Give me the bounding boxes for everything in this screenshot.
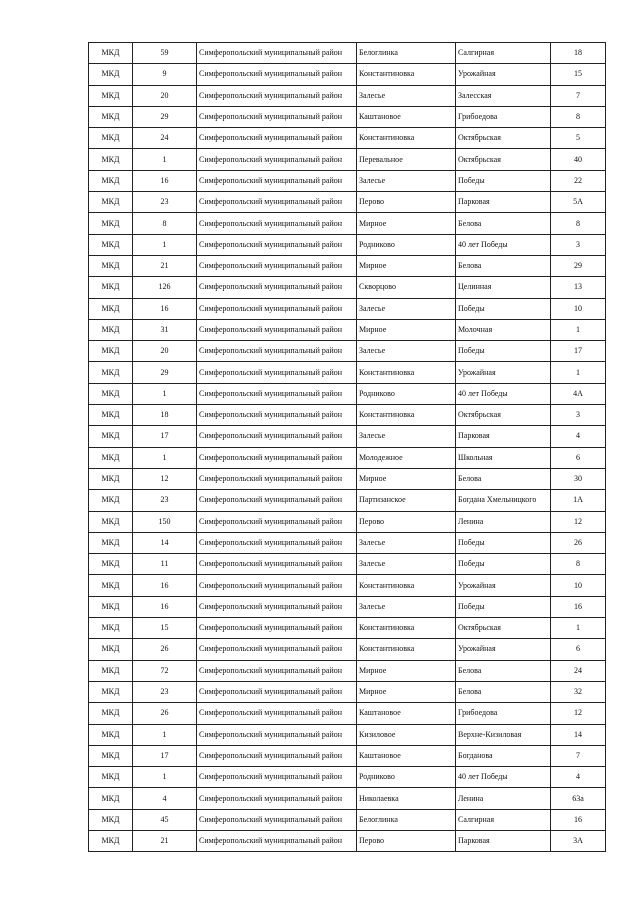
table-row <box>89 170 606 191</box>
type-cell: МКД <box>89 639 133 660</box>
district-cell: Симферопольский муниципальный район <box>197 192 357 213</box>
settlement-cell: Каштановое <box>357 745 456 766</box>
house-cell: 10 <box>551 575 606 596</box>
house-cell: 3 <box>551 405 606 426</box>
house-cell: 15 <box>551 64 606 85</box>
settlement-cell: Константиновка <box>357 405 456 426</box>
district-cell: Симферопольский муниципальный район <box>197 468 357 489</box>
table-row <box>89 192 606 213</box>
street-cell: Победы <box>456 554 551 575</box>
district-cell: Симферопольский муниципальный район <box>197 511 357 532</box>
type-cell: МКД <box>89 43 133 64</box>
district-cell: Симферопольский муниципальный район <box>197 596 357 617</box>
house-cell: 22 <box>551 170 606 191</box>
street-cell: Парковая <box>456 426 551 447</box>
house-cell: 3 <box>551 234 606 255</box>
table-row <box>89 660 606 681</box>
count-cell: 16 <box>133 170 197 191</box>
house-cell: 16 <box>551 596 606 617</box>
house-cell: 24 <box>551 660 606 681</box>
house-cell: 18 <box>551 43 606 64</box>
count-cell: 18 <box>133 405 197 426</box>
table-row <box>89 532 606 553</box>
settlement-cell: Партизанское <box>357 490 456 511</box>
house-cell: 8 <box>551 213 606 234</box>
count-cell: 12 <box>133 468 197 489</box>
type-cell: МКД <box>89 298 133 319</box>
type-cell: МКД <box>89 468 133 489</box>
house-cell: 32 <box>551 681 606 702</box>
count-cell: 16 <box>133 575 197 596</box>
settlement-cell: Молодежное <box>357 447 456 468</box>
street-cell: Победы <box>456 170 551 191</box>
count-cell: 45 <box>133 809 197 830</box>
count-cell: 15 <box>133 618 197 639</box>
street-cell: Богдана Хмельницкого <box>456 490 551 511</box>
district-cell: Симферопольский муниципальный район <box>197 724 357 745</box>
district-cell: Симферопольский муниципальный район <box>197 681 357 702</box>
type-cell: МКД <box>89 490 133 511</box>
count-cell: 26 <box>133 639 197 660</box>
table-row <box>89 681 606 702</box>
table-row <box>89 788 606 809</box>
house-cell: 6 <box>551 447 606 468</box>
table-row <box>89 468 606 489</box>
house-cell: 29 <box>551 255 606 276</box>
type-cell: МКД <box>89 809 133 830</box>
settlement-cell: Залесье <box>357 426 456 447</box>
settlement-cell: Мирное <box>357 681 456 702</box>
street-cell: Парковая <box>456 830 551 851</box>
district-cell: Симферопольский муниципальный район <box>197 43 357 64</box>
house-cell: 7 <box>551 85 606 106</box>
type-cell: МКД <box>89 192 133 213</box>
count-cell: 20 <box>133 341 197 362</box>
count-cell: 72 <box>133 660 197 681</box>
district-cell: Симферопольский муниципальный район <box>197 532 357 553</box>
district-cell: Симферопольский муниципальный район <box>197 405 357 426</box>
street-cell: Урожайная <box>456 64 551 85</box>
street-cell: Октябрьская <box>456 618 551 639</box>
settlement-cell: Константиновка <box>357 128 456 149</box>
table-row <box>89 426 606 447</box>
settlement-cell: Залесье <box>357 532 456 553</box>
type-cell: МКД <box>89 255 133 276</box>
district-cell: Симферопольский муниципальный район <box>197 106 357 127</box>
type-cell: МКД <box>89 170 133 191</box>
district-cell: Симферопольский муниципальный район <box>197 277 357 298</box>
settlement-cell: Каштановое <box>357 703 456 724</box>
type-cell: МКД <box>89 213 133 234</box>
district-cell: Симферопольский муниципальный район <box>197 660 357 681</box>
district-cell: Симферопольский муниципальный район <box>197 575 357 596</box>
settlement-cell: Родниково <box>357 234 456 255</box>
count-cell: 150 <box>133 511 197 532</box>
street-cell: Школьная <box>456 447 551 468</box>
district-cell: Симферопольский муниципальный район <box>197 319 357 340</box>
settlement-cell: Николаевка <box>357 788 456 809</box>
table-row <box>89 554 606 575</box>
house-cell: 63а <box>551 788 606 809</box>
table-row <box>89 745 606 766</box>
district-cell: Симферопольский муниципальный район <box>197 788 357 809</box>
count-cell: 23 <box>133 681 197 702</box>
district-cell: Симферопольский муниципальный район <box>197 426 357 447</box>
count-cell: 14 <box>133 532 197 553</box>
street-cell: Победы <box>456 341 551 362</box>
street-cell: Октябрьская <box>456 128 551 149</box>
settlement-cell: Мирное <box>357 255 456 276</box>
housing-table <box>88 42 606 852</box>
street-cell: Залесская <box>456 85 551 106</box>
count-cell: 1 <box>133 234 197 255</box>
street-cell: Победы <box>456 532 551 553</box>
settlement-cell: Мирное <box>357 468 456 489</box>
house-cell: 40 <box>551 149 606 170</box>
district-cell: Симферопольский муниципальный район <box>197 809 357 830</box>
table-row <box>89 64 606 85</box>
street-cell: Октябрьская <box>456 405 551 426</box>
count-cell: 16 <box>133 298 197 319</box>
table-row <box>89 277 606 298</box>
settlement-cell: Мирное <box>357 213 456 234</box>
settlement-cell: Мирное <box>357 660 456 681</box>
house-cell: 1 <box>551 362 606 383</box>
type-cell: МКД <box>89 106 133 127</box>
type-cell: МКД <box>89 383 133 404</box>
settlement-cell: Константиновка <box>357 618 456 639</box>
type-cell: МКД <box>89 660 133 681</box>
settlement-cell: Белоглинка <box>357 809 456 830</box>
district-cell: Симферопольский муниципальный район <box>197 745 357 766</box>
house-cell: 10 <box>551 298 606 319</box>
type-cell: МКД <box>89 745 133 766</box>
type-cell: МКД <box>89 767 133 788</box>
count-cell: 1 <box>133 149 197 170</box>
district-cell: Симферопольский муниципальный район <box>197 213 357 234</box>
settlement-cell: Перово <box>357 511 456 532</box>
street-cell: Богданова <box>456 745 551 766</box>
count-cell: 20 <box>133 85 197 106</box>
district-cell: Симферопольский муниципальный район <box>197 128 357 149</box>
count-cell: 24 <box>133 128 197 149</box>
table-row <box>89 234 606 255</box>
house-cell: 5А <box>551 192 606 213</box>
settlement-cell: Мирное <box>357 319 456 340</box>
type-cell: МКД <box>89 830 133 851</box>
house-cell: 5 <box>551 128 606 149</box>
table-row <box>89 341 606 362</box>
street-cell: Ленина <box>456 788 551 809</box>
street-cell: Салгирная <box>456 43 551 64</box>
type-cell: МКД <box>89 554 133 575</box>
street-cell: Белова <box>456 660 551 681</box>
district-cell: Симферопольский муниципальный район <box>197 767 357 788</box>
house-cell: 4 <box>551 767 606 788</box>
house-cell: 6 <box>551 639 606 660</box>
type-cell: МКД <box>89 618 133 639</box>
count-cell: 23 <box>133 490 197 511</box>
housing-table-body <box>89 43 606 852</box>
table-row <box>89 128 606 149</box>
house-cell: 14 <box>551 724 606 745</box>
settlement-cell: Кизиловое <box>357 724 456 745</box>
table-row <box>89 447 606 468</box>
street-cell: Белова <box>456 681 551 702</box>
count-cell: 17 <box>133 745 197 766</box>
table-row <box>89 85 606 106</box>
type-cell: МКД <box>89 788 133 809</box>
count-cell: 11 <box>133 554 197 575</box>
type-cell: МКД <box>89 447 133 468</box>
district-cell: Симферопольский муниципальный район <box>197 298 357 319</box>
house-cell: 4А <box>551 383 606 404</box>
table-row <box>89 703 606 724</box>
type-cell: МКД <box>89 362 133 383</box>
table-row <box>89 383 606 404</box>
house-cell: 1А <box>551 490 606 511</box>
district-cell: Симферопольский муниципальный район <box>197 64 357 85</box>
table-row <box>89 809 606 830</box>
district-cell: Симферопольский муниципальный район <box>197 85 357 106</box>
type-cell: МКД <box>89 64 133 85</box>
count-cell: 1 <box>133 383 197 404</box>
count-cell: 23 <box>133 192 197 213</box>
settlement-cell: Залесье <box>357 170 456 191</box>
table-row <box>89 767 606 788</box>
settlement-cell: Белоглинка <box>357 43 456 64</box>
street-cell: Белова <box>456 213 551 234</box>
type-cell: МКД <box>89 405 133 426</box>
street-cell: Целинная <box>456 277 551 298</box>
table-row <box>89 490 606 511</box>
house-cell: 8 <box>551 106 606 127</box>
street-cell: Победы <box>456 596 551 617</box>
house-cell: 17 <box>551 341 606 362</box>
settlement-cell: Константиновка <box>357 362 456 383</box>
settlement-cell: Скворцово <box>357 277 456 298</box>
house-cell: 4 <box>551 426 606 447</box>
street-cell: 40 лет Победы <box>456 767 551 788</box>
house-cell: 12 <box>551 703 606 724</box>
settlement-cell: Родниково <box>357 383 456 404</box>
district-cell: Симферопольский муниципальный район <box>197 554 357 575</box>
street-cell: Урожайная <box>456 362 551 383</box>
settlement-cell: Перово <box>357 192 456 213</box>
settlement-cell: Залесье <box>357 554 456 575</box>
district-cell: Симферопольский муниципальный район <box>197 490 357 511</box>
count-cell: 17 <box>133 426 197 447</box>
street-cell: Парковая <box>456 192 551 213</box>
type-cell: МКД <box>89 85 133 106</box>
count-cell: 4 <box>133 788 197 809</box>
type-cell: МКД <box>89 341 133 362</box>
settlement-cell: Родниково <box>357 767 456 788</box>
house-cell: 16 <box>551 809 606 830</box>
settlement-cell: Константиновка <box>357 639 456 660</box>
type-cell: МКД <box>89 596 133 617</box>
table-row <box>89 213 606 234</box>
table-row <box>89 575 606 596</box>
count-cell: 26 <box>133 703 197 724</box>
count-cell: 31 <box>133 319 197 340</box>
district-cell: Симферопольский муниципальный район <box>197 255 357 276</box>
type-cell: МКД <box>89 532 133 553</box>
table-row <box>89 618 606 639</box>
street-cell: Урожайная <box>456 575 551 596</box>
district-cell: Симферопольский муниципальный район <box>197 170 357 191</box>
street-cell: Белова <box>456 468 551 489</box>
house-cell: 7 <box>551 745 606 766</box>
table-row <box>89 255 606 276</box>
table-row <box>89 106 606 127</box>
type-cell: МКД <box>89 149 133 170</box>
street-cell: Октябрьская <box>456 149 551 170</box>
settlement-cell: Залесье <box>357 596 456 617</box>
street-cell: Урожайная <box>456 639 551 660</box>
house-cell: 12 <box>551 511 606 532</box>
table-row <box>89 511 606 532</box>
street-cell: Белова <box>456 255 551 276</box>
settlement-cell: Перово <box>357 830 456 851</box>
district-cell: Симферопольский муниципальный район <box>197 383 357 404</box>
district-cell: Симферопольский муниципальный район <box>197 234 357 255</box>
count-cell: 1 <box>133 767 197 788</box>
house-cell: 30 <box>551 468 606 489</box>
table-row <box>89 639 606 660</box>
street-cell: Салгирная <box>456 809 551 830</box>
street-cell: Грибоедова <box>456 106 551 127</box>
district-cell: Симферопольский муниципальный район <box>197 447 357 468</box>
street-cell: Молочная <box>456 319 551 340</box>
type-cell: МКД <box>89 681 133 702</box>
table-row <box>89 149 606 170</box>
settlement-cell: Каштановое <box>357 106 456 127</box>
house-cell: 3А <box>551 830 606 851</box>
settlement-cell: Константиновка <box>357 575 456 596</box>
street-cell: 40 лет Победы <box>456 383 551 404</box>
count-cell: 21 <box>133 830 197 851</box>
count-cell: 1 <box>133 724 197 745</box>
type-cell: МКД <box>89 703 133 724</box>
count-cell: 9 <box>133 64 197 85</box>
house-cell: 8 <box>551 554 606 575</box>
type-cell: МКД <box>89 724 133 745</box>
count-cell: 8 <box>133 213 197 234</box>
count-cell: 126 <box>133 277 197 298</box>
count-cell: 59 <box>133 43 197 64</box>
district-cell: Симферопольский муниципальный район <box>197 618 357 639</box>
house-cell: 1 <box>551 319 606 340</box>
type-cell: МКД <box>89 575 133 596</box>
table-row <box>89 362 606 383</box>
street-cell: Грибоедова <box>456 703 551 724</box>
type-cell: МКД <box>89 426 133 447</box>
district-cell: Симферопольский муниципальный район <box>197 830 357 851</box>
table-row <box>89 724 606 745</box>
table-row <box>89 298 606 319</box>
type-cell: МКД <box>89 128 133 149</box>
settlement-cell: Залесье <box>357 85 456 106</box>
district-cell: Симферопольский муниципальный район <box>197 362 357 383</box>
district-cell: Симферопольский муниципальный район <box>197 703 357 724</box>
street-cell: 40 лет Победы <box>456 234 551 255</box>
street-cell: Верхне-Кизиловая <box>456 724 551 745</box>
settlement-cell: Залесье <box>357 341 456 362</box>
table-row <box>89 319 606 340</box>
settlement-cell: Константиновка <box>357 64 456 85</box>
settlement-cell: Залесье <box>357 298 456 319</box>
district-cell: Симферопольский муниципальный район <box>197 341 357 362</box>
district-cell: Симферопольский муниципальный район <box>197 149 357 170</box>
count-cell: 16 <box>133 596 197 617</box>
settlement-cell: Перевальное <box>357 149 456 170</box>
street-cell: Победы <box>456 298 551 319</box>
count-cell: 29 <box>133 106 197 127</box>
table-row <box>89 596 606 617</box>
count-cell: 1 <box>133 447 197 468</box>
district-cell: Симферопольский муниципальный район <box>197 639 357 660</box>
count-cell: 29 <box>133 362 197 383</box>
type-cell: МКД <box>89 234 133 255</box>
table-row <box>89 405 606 426</box>
count-cell: 21 <box>133 255 197 276</box>
house-cell: 26 <box>551 532 606 553</box>
type-cell: МКД <box>89 277 133 298</box>
house-cell: 13 <box>551 277 606 298</box>
street-cell: Ленина <box>456 511 551 532</box>
type-cell: МКД <box>89 511 133 532</box>
table-row <box>89 830 606 851</box>
house-cell: 1 <box>551 618 606 639</box>
table-row <box>89 43 606 64</box>
type-cell: МКД <box>89 319 133 340</box>
